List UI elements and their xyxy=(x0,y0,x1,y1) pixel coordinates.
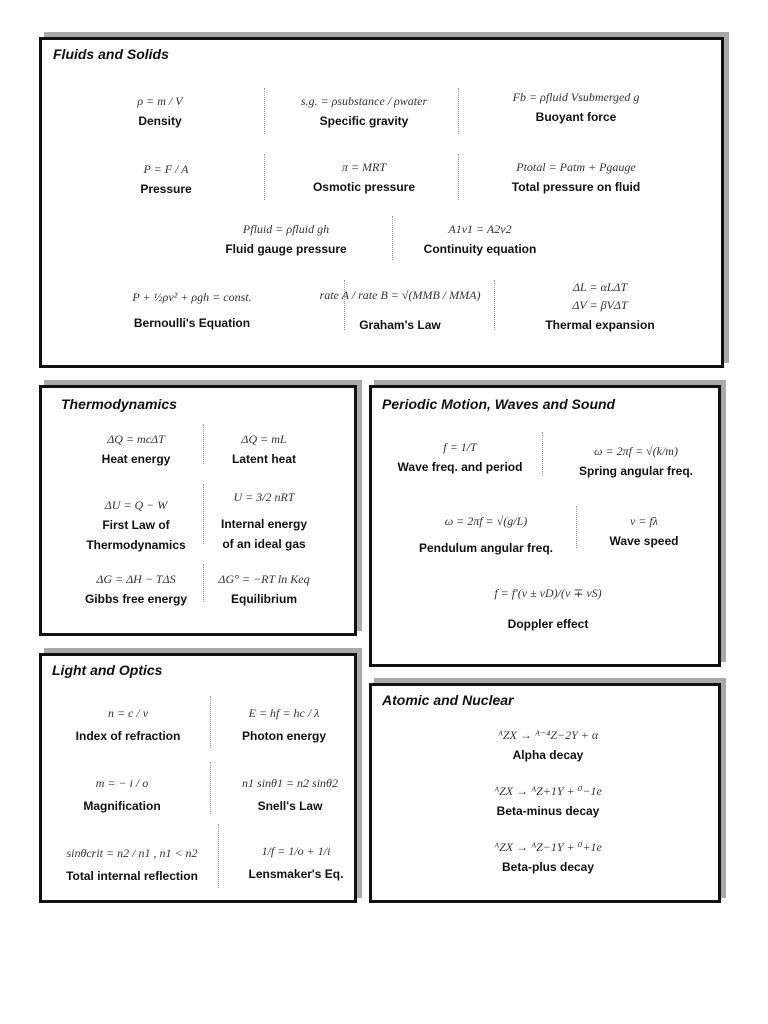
formula-total-pressure xyxy=(512,158,640,195)
formula-expression: ΔQ = mL xyxy=(241,432,287,446)
formula-label: Wave freq. and period xyxy=(397,460,523,474)
formula-label: Lensmaker's Eq. xyxy=(248,867,344,881)
formula-expression: ω = 2πf = √(g/L) xyxy=(444,514,528,528)
section-title: Periodic Motion, Waves and Sound xyxy=(382,396,616,412)
formula-label: Index of refraction xyxy=(75,729,181,743)
formula-label: Continuity equation xyxy=(423,242,537,256)
section-title: Thermodynamics xyxy=(61,396,177,412)
section-title: Fluids and Solids xyxy=(53,46,169,62)
formula-specific-gravity xyxy=(301,92,427,129)
formula-label: Gibbs free energy xyxy=(84,592,188,606)
formula-beta-plus-decay xyxy=(494,838,602,875)
divider xyxy=(210,696,211,748)
formula-expression: ΔU = Q − W xyxy=(104,498,168,512)
formula-label: Pendulum angular freq. xyxy=(418,541,554,555)
formula-label: Beta-minus decay xyxy=(496,804,600,818)
formula-label: Spring angular freq. xyxy=(578,464,694,478)
formula-expression: m = − i / o xyxy=(95,776,149,790)
formula-expression: π = MRT xyxy=(341,160,387,174)
formula-lensmaker xyxy=(249,842,344,882)
formula-buoyant-force xyxy=(513,88,640,125)
formula-density xyxy=(137,92,182,129)
atomic-and-nuclear-panel xyxy=(369,683,721,903)
formula-expression: ΔG = ΔH − TΔS xyxy=(96,572,176,586)
formula-pendulum-angular xyxy=(419,512,553,556)
formula-label: Pressure xyxy=(140,182,192,196)
formula-expression: rate A / rate B = √(MMB / MMA) xyxy=(319,288,481,302)
formula-alpha-decay xyxy=(498,726,598,763)
formula-gibbs xyxy=(85,570,187,607)
formula-beta-minus-decay xyxy=(494,782,602,819)
formula-label: First Law of xyxy=(102,518,170,532)
formula-continuity xyxy=(424,220,537,257)
formula-expression: ω = 2πf = √(k/m) xyxy=(594,444,678,458)
formula-expression: v = fλ xyxy=(630,514,658,528)
divider xyxy=(218,824,219,888)
formula-fluid-gauge-pressure xyxy=(225,220,346,257)
formula-expression: ρ = m / V xyxy=(137,94,183,108)
formula-expression: ᴬZX → ᴬZ+1Y + ⁰−1e xyxy=(494,784,602,798)
divider xyxy=(458,88,459,134)
section-title: Light and Optics xyxy=(52,662,163,678)
formula-expression: P = F / A xyxy=(143,162,189,176)
divider xyxy=(203,564,204,602)
formula-expression: f = f′(v ± vD)/(v ∓ vS) xyxy=(494,586,602,600)
formula-expression: Ptotal = Patm + Pgauge xyxy=(516,160,636,174)
formula-magnification xyxy=(83,774,160,814)
formula-internal-energy xyxy=(221,488,307,552)
divider xyxy=(542,432,543,476)
formula-label: Density xyxy=(138,114,182,128)
formula-label: Osmotic pressure xyxy=(312,180,416,194)
formula-expression: Pfluid = ρfluid gh xyxy=(242,222,330,236)
formula-label: Total pressure on fluid xyxy=(511,180,641,194)
formula-expression: ΔQ = mcΔT xyxy=(107,432,165,446)
divider xyxy=(203,424,204,464)
formula-thermal-expansion xyxy=(545,278,654,333)
formula-expression: sinθcrit = n2 / n1 , n1 < n2 xyxy=(66,846,198,860)
light-and-optics-panel xyxy=(39,653,357,903)
formula-expression: P + ½ρv² + ρgh = const. xyxy=(132,290,252,304)
formula-label: Wave speed xyxy=(609,534,679,548)
section-title: Atomic and Nuclear xyxy=(382,692,514,708)
formula-osmotic-pressure xyxy=(313,158,415,195)
formula-label: Specific gravity xyxy=(319,114,409,128)
formula-label: Photon energy xyxy=(241,729,327,743)
divider xyxy=(210,762,211,814)
formula-label: Snell's Law xyxy=(257,799,323,813)
formula-snells-law xyxy=(242,774,338,814)
formula-label-2: Thermodynamics xyxy=(86,538,186,552)
formula-index-of-refraction xyxy=(76,704,181,744)
formula-expression: ᴬZX → ᴬZ−1Y + ⁰+1e xyxy=(494,840,602,854)
periodic-motion-panel xyxy=(369,385,721,667)
formula-equilibrium xyxy=(218,570,309,607)
formula-pressure xyxy=(140,160,191,197)
formula-expression: f = 1/T xyxy=(443,440,477,454)
formula-label: Beta-plus decay xyxy=(501,860,595,874)
formula-label: Thermal expansion xyxy=(545,318,655,332)
formula-expression: n1 sinθ1 = n2 sinθ2 xyxy=(242,776,338,790)
formula-label: Magnification xyxy=(83,799,161,813)
formula-expression: ΔL = αLΔT xyxy=(572,280,628,294)
formula-label: Latent heat xyxy=(231,452,297,466)
formula-latent-heat xyxy=(232,430,296,467)
formula-label: Total internal reflection xyxy=(66,869,198,883)
divider xyxy=(576,506,577,548)
formula-expression: 1/f = 1/o + 1/i xyxy=(261,844,331,858)
divider xyxy=(458,154,459,200)
formula-bernoulli xyxy=(132,288,251,331)
formula-wave-frequency xyxy=(398,438,523,475)
formula-expression: ΔG° = −RT ln Keq xyxy=(218,572,310,586)
formula-first-law xyxy=(86,496,185,553)
formula-label: Bernoulli's Equation xyxy=(133,316,251,330)
formula-expression: Fb = ρfluid Vsubmerged g xyxy=(512,90,640,104)
formula-spring-angular xyxy=(579,442,693,479)
formula-expression: s.g. = ρsubstance / ρwater xyxy=(300,94,428,108)
formula-expression-2: ΔV = βVΔT xyxy=(572,298,628,312)
divider xyxy=(392,216,393,260)
formula-label: Buoyant force xyxy=(535,110,617,124)
fluids-and-solids-panel xyxy=(39,37,724,368)
thermodynamics-panel xyxy=(39,385,357,636)
formula-expression: E = hf = hc / λ xyxy=(248,706,320,720)
divider xyxy=(494,280,495,330)
formula-grahams-law xyxy=(320,286,481,333)
formula-label: Alpha decay xyxy=(512,748,584,762)
divider xyxy=(264,154,265,200)
formula-label: Fluid gauge pressure xyxy=(225,242,347,256)
formula-label: Equilibrium xyxy=(231,592,297,606)
formula-label: Doppler effect xyxy=(507,617,589,631)
formula-expression: U = 3/2 nRT xyxy=(233,490,295,504)
formula-label-2: of an ideal gas xyxy=(222,537,306,551)
formula-label: Internal energy xyxy=(220,517,308,531)
formula-label: Graham's Law xyxy=(359,318,441,332)
formula-total-internal-reflection xyxy=(66,844,198,884)
formula-expression: A1v1 = A2v2 xyxy=(448,222,512,236)
formula-heat-energy xyxy=(102,430,171,467)
divider xyxy=(203,484,204,544)
formula-expression: n = c / v xyxy=(107,706,149,720)
formula-wave-speed xyxy=(610,512,679,549)
formula-photon-energy xyxy=(242,704,326,744)
formula-doppler xyxy=(494,584,601,632)
formula-expression: ᴬZX → ᴬ⁻⁴Z−2Y + α xyxy=(497,728,599,742)
divider xyxy=(264,88,265,134)
formula-label: Heat energy xyxy=(101,452,171,466)
